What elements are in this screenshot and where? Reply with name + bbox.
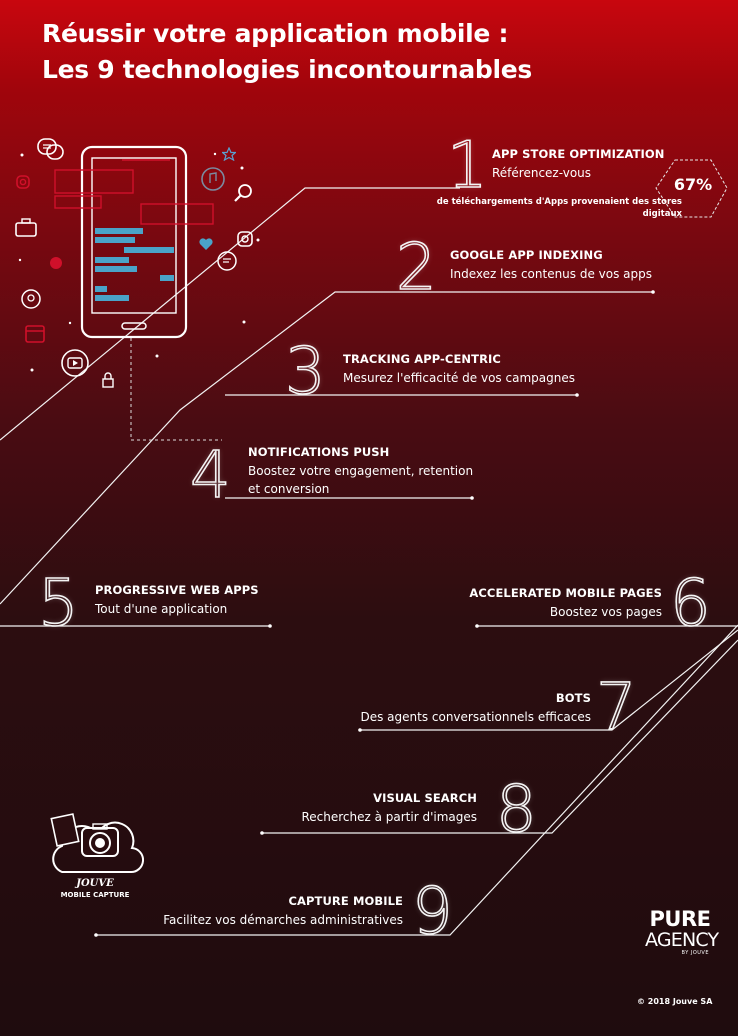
title-line-1: Réussir votre application mobile :	[42, 19, 509, 48]
tech-1	[492, 147, 665, 182]
number-1: 1	[447, 129, 488, 203]
tech-title: ACCELERATED MOBILE PAGES	[469, 586, 662, 600]
briefcase-icon	[14, 218, 38, 238]
logo-line-2: AGENCY	[645, 929, 719, 951]
tech-4	[248, 445, 488, 498]
tech-3	[343, 352, 575, 387]
number-7: 7	[596, 671, 637, 745]
copyright: © 2018 Jouve SA	[637, 997, 713, 1006]
record-dot-icon	[48, 255, 64, 271]
heart-icon	[198, 236, 214, 252]
number-2: 2	[396, 231, 437, 305]
tech-title: PROGRESSIVE WEB APPS	[95, 583, 259, 597]
tech-title: NOTIFICATIONS PUSH	[248, 445, 390, 459]
tech-description: Référencez-vous	[492, 166, 592, 180]
search-icon	[232, 182, 254, 204]
tech-title: APP STORE OPTIMIZATION	[492, 147, 665, 161]
jouve-product: MOBILE CAPTURE	[60, 891, 130, 899]
instagram-icon	[236, 230, 254, 248]
number-9: 9	[412, 875, 453, 949]
tech-description: Tout d'une application	[95, 602, 228, 616]
logo-line-1: PURE	[649, 907, 711, 931]
stat-note: de téléchargements d'Apps provenaient des stores digitaux	[436, 197, 682, 219]
tech-description: Recherchez à partir d'images	[301, 810, 477, 824]
jouve-brand: JOUVE	[76, 878, 114, 889]
message-icon	[216, 250, 238, 272]
music-note-icon	[200, 166, 226, 192]
star-icon	[222, 147, 236, 161]
lock-icon	[100, 371, 116, 389]
number-8: 8	[496, 773, 537, 847]
tech-2	[450, 248, 652, 283]
pure-agency-logo	[645, 907, 719, 956]
tech-description: Des agents conversationnels efficaces	[360, 710, 591, 724]
tech-9	[150, 894, 403, 929]
jouve-logo	[50, 878, 140, 899]
video-play-icon	[60, 348, 90, 378]
tech-description: Boostez votre engagement, retention et conversion	[248, 464, 474, 496]
tech-description: Boostez vos pages	[549, 605, 662, 619]
tech-title: GOOGLE APP INDEXING	[450, 248, 603, 262]
location-pin-icon	[20, 288, 42, 310]
number-4: 4	[190, 439, 231, 513]
tech-description: Indexez les contenus de vos apps	[450, 267, 653, 281]
tech-description: Facilitez vos démarches administratives	[163, 913, 403, 927]
number-6: 6	[670, 567, 711, 641]
chat-bubbles-icon	[36, 137, 66, 163]
tech-description: Mesurez l'efficacité de vos campagnes	[343, 371, 575, 385]
logo-line-3: BY JOUVE	[681, 950, 709, 956]
number-3: 3	[285, 335, 326, 409]
tech-8	[280, 791, 477, 826]
tech-7	[340, 691, 591, 726]
cloud-camera-icon	[48, 812, 144, 878]
stat-value: 67%	[673, 175, 713, 194]
tech-title: CAPTURE MOBILE	[288, 894, 403, 908]
calendar-icon	[24, 322, 46, 344]
title-line-2: Les 9 technologies incontournables	[42, 55, 532, 84]
tech-6	[440, 586, 662, 621]
instagram-icon-red	[15, 174, 31, 190]
number-5: 5	[38, 567, 79, 641]
tech-5	[95, 583, 259, 618]
tech-title: BOTS	[555, 691, 591, 705]
tech-title: TRACKING APP-CENTRIC	[343, 352, 501, 366]
tech-title: VISUAL SEARCH	[373, 791, 477, 805]
